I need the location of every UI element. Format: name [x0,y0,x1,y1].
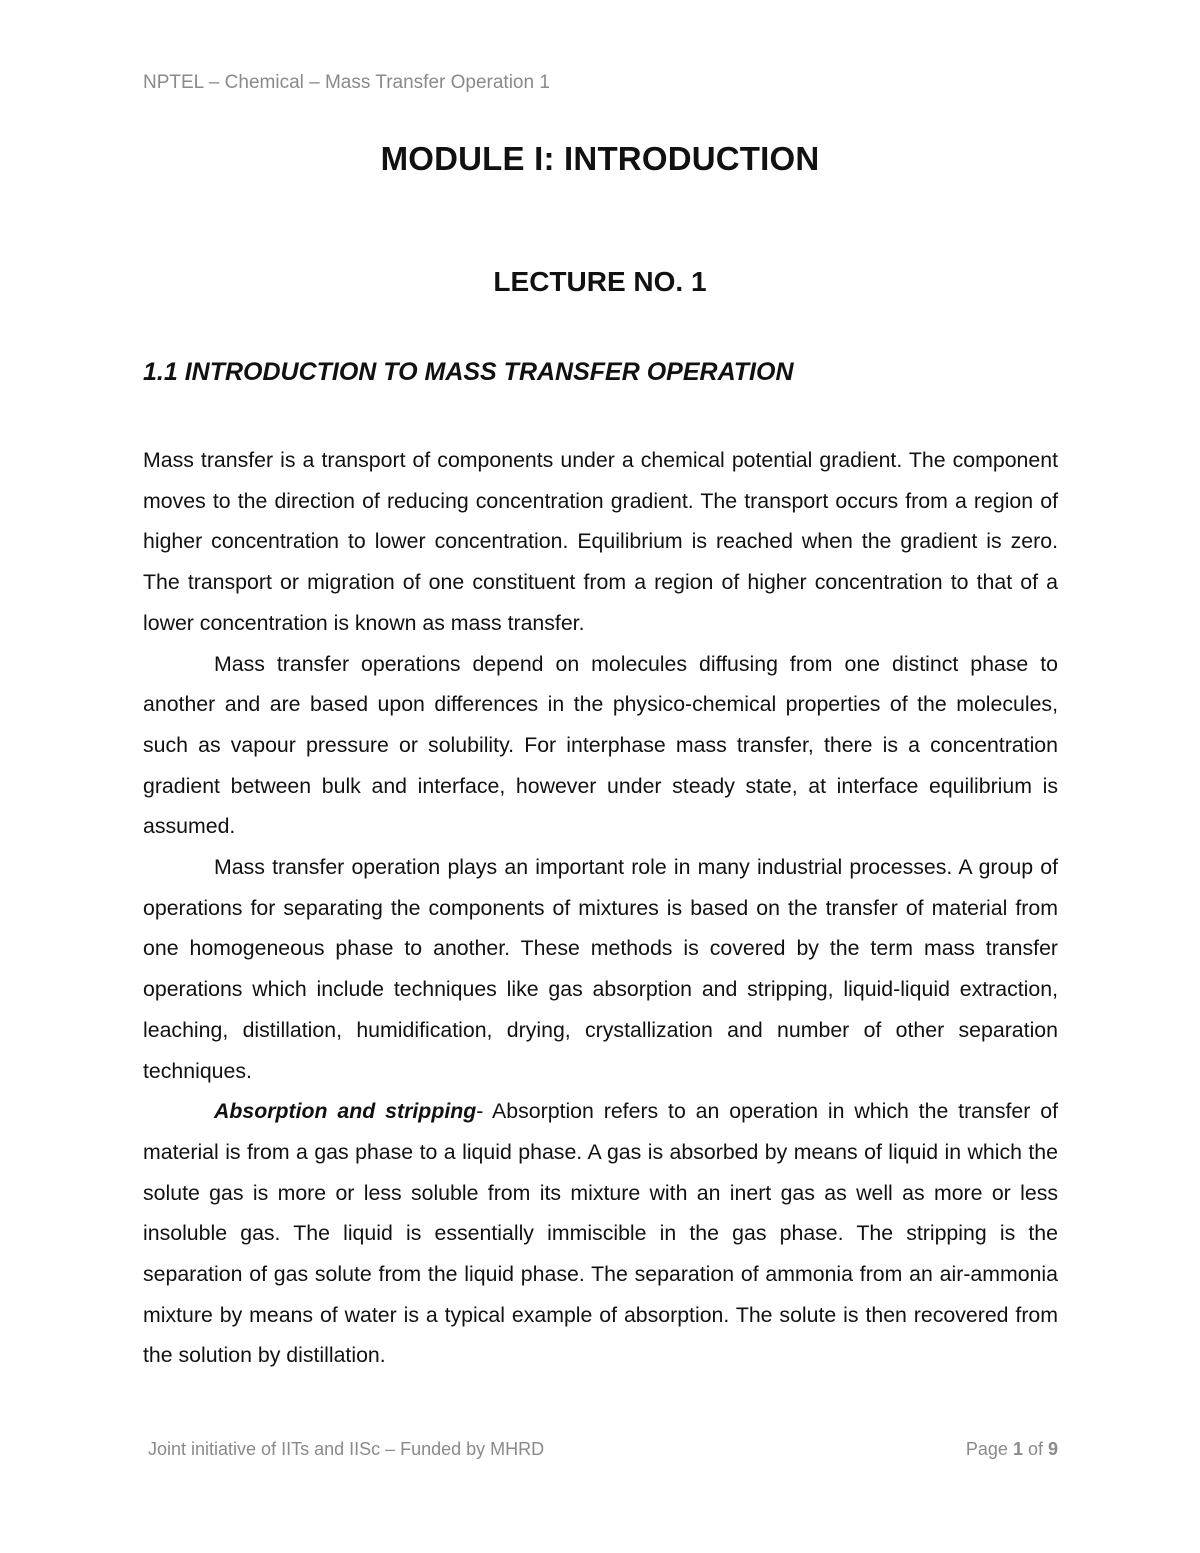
paragraph-4 [143,1091,1058,1376]
page-total: 9 [1047,1439,1058,1459]
page-of: of [1022,1439,1048,1459]
page-label: Page [965,1439,1013,1459]
page-current: 1 [1012,1439,1023,1459]
module-title: MODULE I: INTRODUCTION [380,140,820,177]
paragraph-3: Mass transfer operation plays an important role in many industrial processes. A group of operations for separating the components of mixtures is based on the transfer of material from one homogeneous phase to another. These methods is covered by the term mass transfer operations which include techniques like gas absorption and stripping, liquid-liquid extraction, leaching, distillation, humidification, drying, crystallization and number of other separation techniques. [143,855,1058,1083]
running-header: NPTEL – Chemical – Mass Transfer Operation 1 [143,72,550,93]
paragraph-4-text: - Absorption refers to an operation in which the transfer of material is from a gas phase to a liquid phase. A gas is absorbed by means of liquid in which the solute gas is more or less soluble from its mixture with an inert gas as well as more or less insoluble gas. The liquid is essentially immiscible in the gas phase. The stripping is the separation of gas solute from the liquid phase. The separation of ammonia from an air-ammonia mixture by means of water is a typical example of absorption. The solute is then recovered from the solution by distillation. [143,1099,1058,1368]
paragraph-2: Mass transfer operations depend on molecules diffusing from one distinct phase to another and are based upon differences in the physico-chemical properties of the molecules, such as vapour pressure or solubility. For interphase mass transfer, there is a concentration gradient between bulk and interface, however under steady state, at interface equilibrium is assumed. [143,651,1058,839]
footer-credit: Joint initiative of IITs and IISc – Funded by MHRD [148,1439,545,1459]
term-absorption-stripping: Absorption and stripping [214,1099,477,1124]
section-heading: 1.1 INTRODUCTION TO MASS TRANSFER OPERATION [143,358,794,386]
lecture-title: LECTURE NO. 1 [493,266,707,297]
body-text [143,440,1058,1376]
page-number [966,1439,1058,1460]
paragraph-1: Mass transfer is a transport of components under a chemical potential gradient. The component moves to the direction of reducing concentration gradient. The transport occurs from a region of higher concentration to lower concentration. Equilibrium is reached when the gradient is zero. The transport or migration of one constituent from a region of higher concentration to that of a lower concentration is known as mass transfer. [143,448,1058,635]
